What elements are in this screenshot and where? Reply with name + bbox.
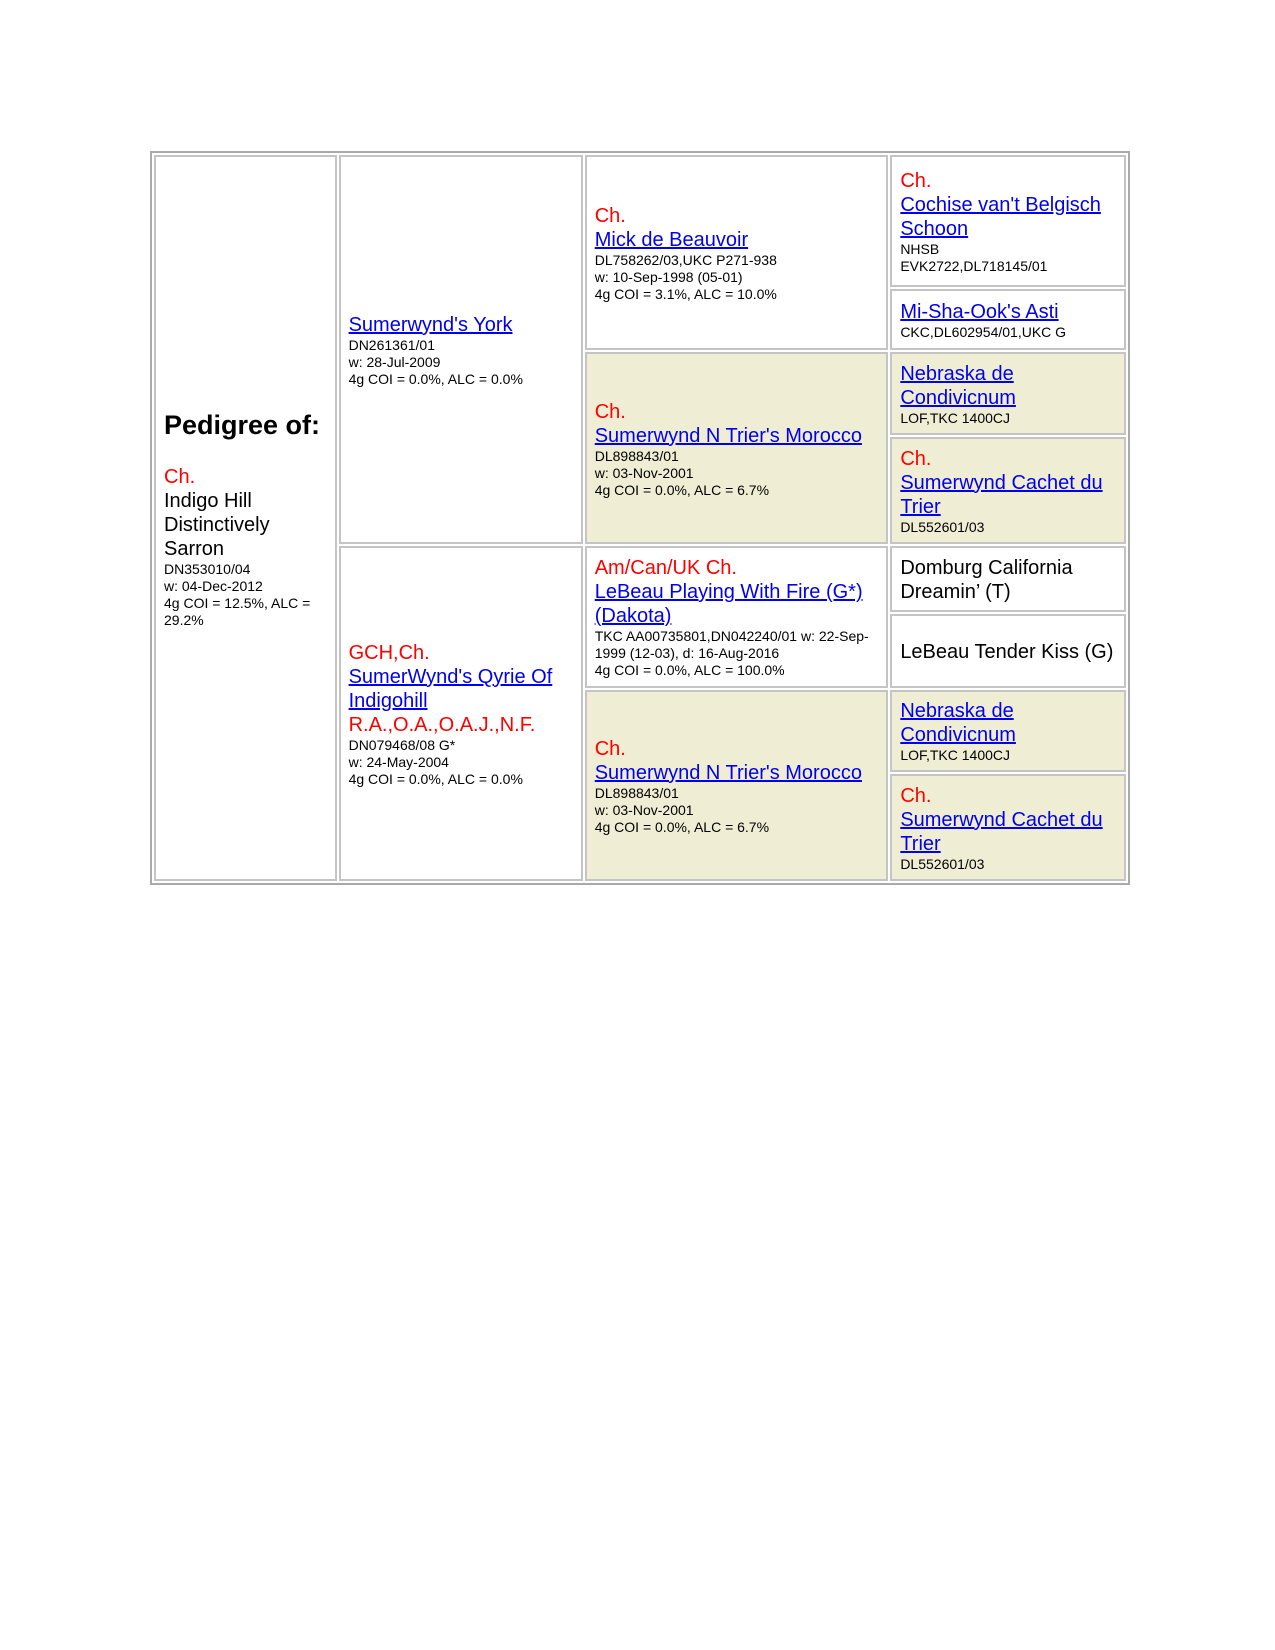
dam-dam-cell (585, 690, 889, 881)
gen3-title-4: Ch. (900, 447, 932, 470)
sire-dam-cell (585, 352, 889, 543)
dam-dam-registration: DL898843/01 (594, 784, 679, 801)
dam-coi: 4g COI = 0.0%, ALC = 0.0% (348, 770, 523, 787)
sire-coi: 4g COI = 0.0%, ALC = 0.0% (348, 370, 523, 387)
dam-dam-coi: 4g COI = 0.0%, ALC = 6.7% (594, 818, 770, 835)
subject-name-line-3: Sarron (164, 538, 225, 560)
gen3-cell-4 (890, 437, 1126, 544)
gen3-registration-2: CKC,DL602954/01,UKC G (900, 324, 1067, 341)
gen3-cell-5 (890, 546, 1126, 612)
gen3-link-3[interactable]: Nebraska de Condivicnum (900, 363, 1016, 410)
subject-whelp-date: w: 04-Dec-2012 (164, 578, 263, 594)
gen3-title-1: Ch. (900, 169, 932, 192)
dam-whelp-date: w: 24-May-2004 (348, 753, 449, 770)
sire-sire-link[interactable]: Mick de Beauvoir (594, 229, 749, 252)
sire-sire-title: Ch. (594, 205, 626, 228)
sire-sire-coi: 4g COI = 3.1%, ALC = 10.0% (594, 286, 777, 303)
dam-sire-coi: 4g COI = 0.0%, ALC = 100.0% (594, 662, 785, 679)
sire-whelp-date: w: 28-Jul-2009 (348, 353, 441, 370)
dam-link[interactable]: SumerWynd's Qyrie Of Indigohill (348, 665, 553, 712)
subject-title: Ch. (164, 466, 196, 488)
sire-dam-registration: DL898843/01 (594, 447, 679, 464)
gen3-cell-7 (890, 690, 1126, 772)
sire-sire-registration: DL758262/03,UKC P271-938 (594, 252, 777, 269)
gen3-link-8[interactable]: Sumerwynd Cachet du Trier (900, 808, 1103, 855)
subject-name-line-2: Distinctively (164, 514, 270, 536)
dam-cell (339, 546, 583, 881)
page-title: Pedigree of: (164, 410, 321, 440)
dam-dam-title: Ch. (594, 737, 626, 760)
sire-dam-coi: 4g COI = 0.0%, ALC = 6.7% (594, 481, 770, 498)
subject-registration: DN353010/04 (164, 561, 251, 577)
gen3-name-5: Domburg California Dreamin’ (T) (900, 556, 1073, 603)
sire-registration: DN261361/01 (348, 336, 435, 353)
sire-dam-whelp-date: w: 03-Nov-2001 (594, 464, 694, 481)
gen3-name-6: LeBeau Tender Kiss (G) (900, 640, 1114, 663)
gen3-link-7[interactable]: Nebraska de Condivicnum (900, 700, 1016, 747)
gen3-registration-1a: NHSB (900, 240, 940, 257)
dam-dam-link[interactable]: Sumerwynd N Trier's Morocco (594, 761, 862, 784)
sire-link[interactable]: Sumerwynd's York (348, 313, 513, 336)
dam-registration: DN079468/08 G* (348, 736, 456, 753)
gen3-title-8: Ch. (900, 784, 932, 807)
gen3-registration-4: DL552601/03 (900, 518, 985, 535)
sire-dam-title: Ch. (594, 400, 626, 423)
gen3-cell-1 (890, 155, 1126, 287)
gen3-link-2[interactable]: Mi-Sha-Ook's Asti (900, 301, 1059, 324)
dam-sire-title: Am/Can/UK Ch. (594, 557, 737, 580)
gen3-link-1[interactable]: Cochise van't Belgisch Schoon (900, 193, 1101, 240)
dam-sire-link[interactable]: LeBeau Playing With Fire (G*) (Dakota) (594, 581, 863, 628)
dam-sire-cell (585, 546, 889, 688)
dam-sire-info: TKC AA00735801,DN042240/01 w: 22-Sep-1999 (12-03), d: 16-Aug-2016 (594, 628, 869, 662)
pedigree-table (150, 151, 1130, 885)
gen3-cell-8 (890, 774, 1126, 881)
gen3-cell-3 (890, 352, 1126, 434)
sire-cell (339, 155, 583, 544)
subject-coi: 4g COI = 12.5%, ALC = 29.2% (164, 595, 311, 628)
dam-suffix: R.A.,O.A.,O.A.J.,N.F. (348, 713, 536, 736)
sire-sire-whelp-date: w: 10-Sep-1998 (05-01) (594, 269, 743, 286)
gen3-registration-1b: EVK2722,DL718145/01 (900, 257, 1048, 274)
subject-cell (154, 155, 337, 881)
gen3-cell-2 (890, 289, 1126, 351)
gen3-cell-6 (890, 614, 1126, 688)
dam-dam-whelp-date: w: 03-Nov-2001 (594, 801, 694, 818)
sire-dam-link[interactable]: Sumerwynd N Trier's Morocco (594, 424, 862, 447)
gen3-registration-7: LOF,TKC 1400CJ (900, 747, 1011, 764)
dam-title: GCH,Ch. (348, 641, 430, 664)
sire-sire-cell (585, 155, 889, 350)
subject-name-line-1: Indigo Hill (164, 490, 252, 512)
gen3-registration-3: LOF,TKC 1400CJ (900, 410, 1011, 427)
gen3-registration-8: DL552601/03 (900, 855, 985, 872)
gen3-link-4[interactable]: Sumerwynd Cachet du Trier (900, 471, 1103, 518)
